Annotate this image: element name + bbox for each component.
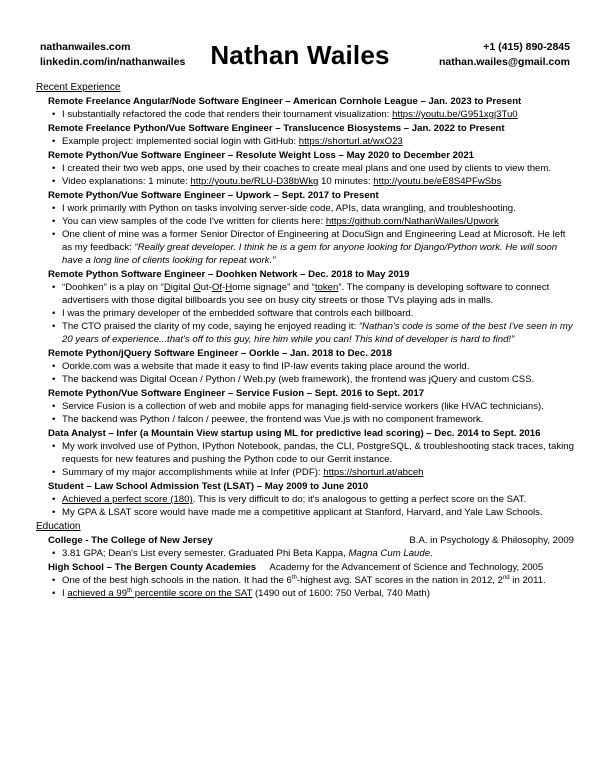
job-bullets [36,162,574,188]
bullet-item: • The CTO praised the clarity of my code, saying he enjoyed reading it: “Nathan's code is some of the best I've seen in my 20 years of experience...that's off to this guy, hire him while you can! This kind of developer is hard to find!” [62,320,574,346]
job-bullets [36,440,574,479]
bullet-item: • The backend was Digital Ocean / Python / Web.py (web framework), the frontend was jQuery and custom CSS. [62,373,574,386]
job-title: Remote Freelance Angular/Node Software Engineer – American Cornhole League – Jan. 2023 to Present [48,96,522,107]
bullet-item: • The backend was Python / falcon / peewee, the frontend was Vue.js with no component framework. [62,413,574,426]
project-link[interactable]: https://shorturl.at/wxO23 [298,136,403,147]
college-name: College - The College of New Jersey [48,535,213,546]
bullet-item: • Service Fusion is a collection of web and mobile apps for managing field-service workers (like HVAC technicians). [62,400,574,413]
github-link[interactable]: https://github.com/NathanWailes/Upwork [325,216,499,227]
bullet-item: • You can view samples of the code I've written for clients here: https://github.com/NathanWailes/Upwork [62,215,574,228]
client-quote: “Really great developer. I think he is a gem for anyone looking for Django/Python work. He will soon have a long line of clients looking for repeat work.” [62,242,558,266]
job-title: Student – Law School Admission Test (LSAT) – May 2009 to June 2010 [48,481,369,492]
college-degree: B.A. in Psychology & Philosophy, 2009 [409,535,574,546]
highschool-bullets [36,574,574,600]
job-title: Remote Python Software Engineer – Doohken Network – Dec. 2018 to May 2019 [48,269,410,280]
video-link-10min[interactable]: http://youtu.be/eE8S4PFwSbs [373,176,502,187]
bullet-item: • My GPA & LSAT score would have made me a competitive applicant at Stanford, Harvard, and Yale Law Schools. [62,506,574,519]
resume-name: Nathan Wailes [210,40,390,70]
job-bullets [36,108,574,121]
highschool-row [48,561,574,574]
job-title: Remote Python/Vue Software Engineer – Upwork – Sept. 2017 to Present [48,190,379,201]
bullet-item: • Achieved a perfect score (180). This is very difficult to do; it's analogous to getting a perfect score on the SAT. [62,493,574,506]
job-title: Remote Freelance Python/Vue Software Engineer – Translucence Biosystems – Jan. 2022 to Present [48,123,505,134]
job-bullets [36,360,574,386]
bullet-item: • I achieved a 99th percentile score on the SAT (1490 out of 1600: 750 Verbal, 740 Math) [62,587,574,600]
job-bullets [36,400,574,426]
bullet-item: • I substantially refactored the code that renders their tournament visualization: https://youtu.be/G951xgj3Tu0 [62,108,574,121]
bullet-item: • Summary of my major accomplishments while at Infer (PDF): https://shorturl.at/abceh [62,466,574,479]
highschool-detail: Academy for the Advancement of Science and Technology, 2005 [269,562,544,573]
resume-body [36,80,574,600]
cto-quote: “Nathan's code is some of the best I've seen in my 20 years of experience...that's off to this guy, hire him while you can! This kind of developer is hard to find!” [62,321,573,345]
bullet-item: • My work involved use of Python, IPython Notebook, pandas, the CLI, PostgreSQL, & troubleshooting stack traces, taking requests for new features and pushing the Python code to our Gerrit instance. [62,440,574,466]
contact-right [439,40,570,70]
bullet-item: • “Doohken” is a play on “Digital Out-Of-Home signage” and “token”. The company is developing software to connect advertisers with those digital billboards you see on busy city streets or those TVs playing ads in malls. [62,281,574,307]
college-row [48,534,574,547]
bullet-item: • One client of mine was a former Senior Director of Engineering at DocuSign and Engineering Lead at Microsoft. He left as my feedback: “Really great developer. I think he is a gem for anyone looking for Django/Python work. He will soon have a long line of clients looking for repeat work.” [62,228,574,267]
bullet-item: • One of the best high schools in the nation. It had the 6th-highest avg. SAT scores in the nation in 2012, 2nd in 2011. [62,574,574,587]
sat-score-link[interactable]: achieved a 99th percentile score on the SAT [67,587,253,599]
bullet-item: • I created their two web apps, one used by their coaches to create meal plans and one used by clients to view them. [62,162,574,175]
bullet-item: • I was the primary developer of the embedded software that controls each billboard. [62,307,574,320]
pdf-link[interactable]: https://shorturl.at/abceh [323,467,424,478]
website-link[interactable]: nathanwailes.com [40,41,131,53]
bullet-item: • Video explanations: 1 minute: http://youtu.be/RLU-D38bWkg 10 minutes: http://youtu.be/eE8S4PFwSbs [62,175,574,188]
job-bullets [36,202,574,267]
section-title-education: Education [36,521,81,532]
job-bullets [36,135,574,148]
linkedin-link[interactable]: linkedin.com/in/nathanwailes [40,56,186,68]
job-title: Remote Python/jQuery Software Engineer – Oorkle – Jan. 2018 to Dec. 2018 [48,348,392,359]
highschool-name: High School – The Bergen County Academies [48,562,257,573]
job-title: Remote Python/Vue Software Engineer – Service Fusion – Sept. 2016 to Sept. 2017 [48,388,425,399]
job-title: Remote Python/Vue Software Engineer – Resolute Weight Loss – May 2020 to December 2021 [48,150,474,161]
phone-number: +1 (415) 890-2845 [483,41,570,53]
lsat-score-link[interactable]: Achieved a perfect score (180) [62,494,193,505]
college-bullets [36,547,574,560]
job-bullets [36,493,574,519]
bullet-item: • I work primarily with Python on tasks involving server-side code, APIs, data wrangling, and troubleshooting. [62,202,574,215]
bullet-item: • Oorkle.com was a website that made it easy to find IP-law events taking place around the world. [62,360,574,373]
job-bullets [36,281,574,346]
section-title-experience: Recent Experience [36,82,121,93]
bullet-item: • Example project: implemented social login with GitHub: https://shorturl.at/wxO23 [62,135,574,148]
email-address[interactable]: nathan.wailes@gmail.com [438,56,570,68]
video-link[interactable]: https://youtu.be/G951xgj3Tu0 [392,109,518,120]
video-link-1min[interactable]: http://youtu.be/RLU-D38bWkg [190,176,319,187]
job-title: Data Analyst – Infer (a Mountain View startup using ML for predictive lead scoring) – Dec. 2014 to Sept. 2016 [48,428,541,439]
bullet-item: • 3.81 GPA; Dean's List every semester. Graduated Phi Beta Kappa, Magna Cum Laude. [62,547,574,560]
